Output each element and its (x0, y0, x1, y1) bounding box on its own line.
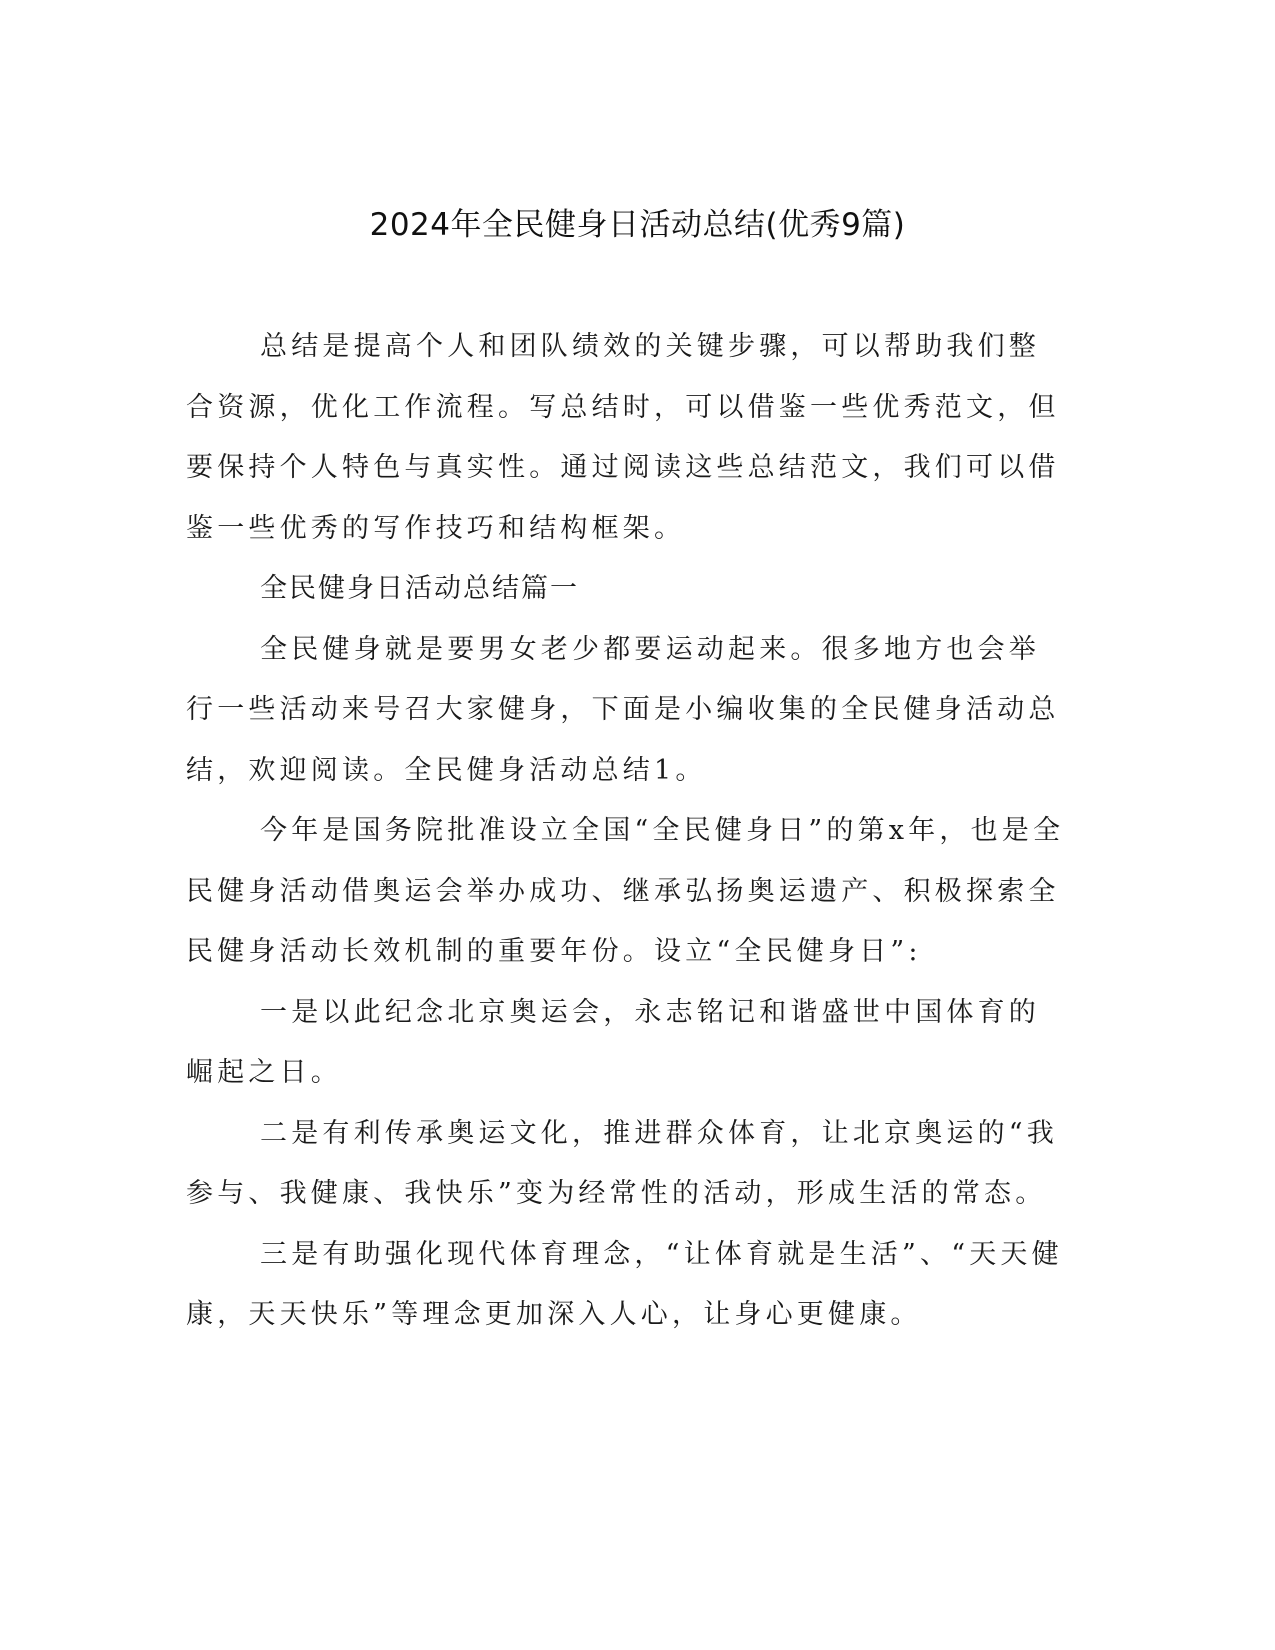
body-paragraph: 全民健身就是要男女老少都要运动起来。很多地方也会举行一些活动来号召大家健身，下面是小编收集的全民健身活动总结，欢迎阅读。全民健身活动总结1。 (186, 633, 1060, 786)
body-paragraph: 二是有利传承奥运文化，推进群众体育，让北京奥运的“我参与、我健康、我快乐”变为经常性的活动，形成生活的常态。 (186, 1117, 1059, 1209)
document-title: 2024年全民健身日活动总结(优秀9篇) (369, 207, 906, 243)
document-body (186, 317, 1068, 1346)
body-paragraph: 一是以此纪念北京奥运会，永志铭记和谐盛世中国体育的崛起之日。 (186, 996, 1040, 1088)
intro-paragraph: 总结是提高个人和团队绩效的关键步骤，可以帮助我们整合资源，优化工作流程。写总结时，可以借鉴一些优秀范文，但要保持个人特色与真实性。通过阅读这些总结范文，我们可以借鉴一些优秀的写作技巧和结构框架。 (186, 331, 1060, 544)
body-paragraph: 今年是国务院批准设立全国“全民健身日”的第x年，也是全民健身活动借奥运会举办成功、继承弘扬奥运遗产、积极探索全民健身活动长效机制的重要年份。设立“全民健身日”: (186, 815, 1065, 967)
body-paragraph: 三是有助强化现代体育理念，“让体育就是生活”、“天天健康，天天快乐”等理念更加深入人心，让身心更健康。 (186, 1238, 1063, 1330)
section-heading: 全民健身日活动总结篇一 (260, 573, 579, 604)
